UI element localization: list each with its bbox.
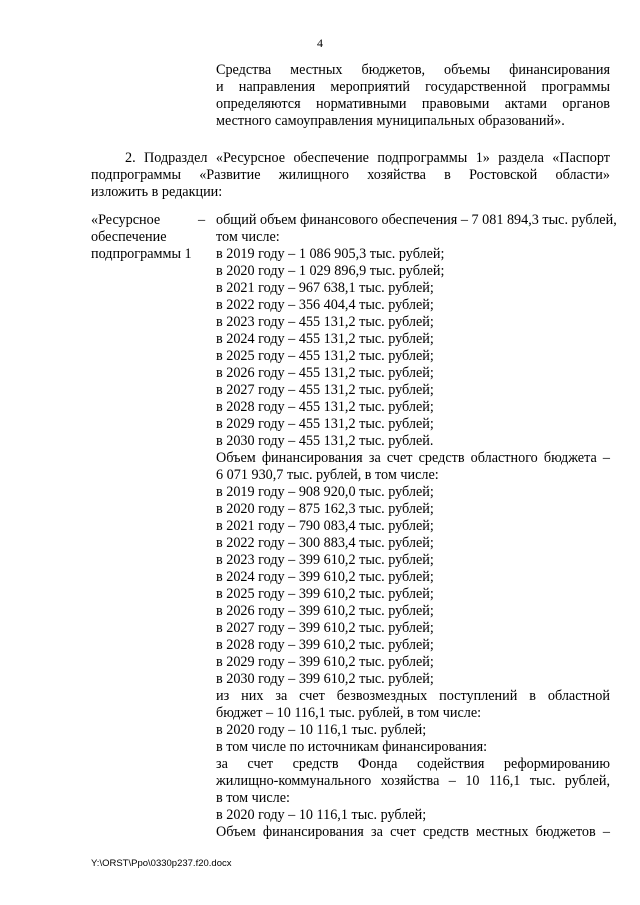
- financing-line: в 2026 году – 455 131,2 тыс. рублей;: [216, 365, 434, 381]
- page-number: 4: [317, 36, 323, 50]
- financing-line: в 2020 году – 10 116,1 тыс. рублей;: [216, 807, 427, 823]
- section-paragraph: [91, 150, 610, 201]
- financing-line: в 2026 году – 399 610,2 тыс. рублей;: [216, 603, 434, 619]
- financing-line: общий объем финансового обеспечения – 7 081 894,3 тыс. рублей,: [216, 212, 617, 228]
- financing-content: [216, 212, 617, 841]
- financing-line: 6 071 930,7 тыс. рублей, в том числе:: [216, 467, 439, 483]
- financing-line: в 2019 году – 908 920,0 тыс. рублей;: [216, 484, 434, 500]
- financing-line: в 2021 году – 790 083,4 тыс. рублей;: [216, 518, 434, 534]
- financing-line: в 2019 году – 1 086 905,3 тыс. рублей;: [216, 246, 445, 262]
- financing-line: в 2027 году – 455 131,2 тыс. рублей;: [216, 382, 434, 398]
- section-line: подпрограммы «Развитие жилищного хозяйства в Ростовской области»: [91, 167, 610, 183]
- file-path-footer: Y:\ORST\Ppo\0330p237.f20.docx: [91, 858, 232, 869]
- financing-line: в 2030 году – 399 610,2 тыс. рублей;: [216, 671, 434, 687]
- financing-line: Объем финансирования за счет средств местных бюджетов –: [216, 824, 610, 840]
- financing-line: в 2020 году – 875 162,3 тыс. рублей;: [216, 501, 434, 517]
- label-line: подпрограммы 1: [91, 246, 192, 262]
- intro-line: и направления мероприятий государственной программы: [216, 79, 610, 95]
- financing-line: в 2020 году – 1 029 896,9 тыс. рублей;: [216, 263, 445, 279]
- financing-line: том числе:: [216, 229, 280, 245]
- intro-line: Средства местных бюджетов, объемы финансирования: [216, 62, 610, 78]
- section-line: 2. Подраздел «Ресурсное обеспечение подпрограммы 1» раздела «Паспорт: [125, 150, 610, 166]
- financing-line: в том числе:: [216, 790, 290, 806]
- financing-line: в 2022 году – 300 883,4 тыс. рублей;: [216, 535, 434, 551]
- financing-line: в 2029 году – 455 131,2 тыс. рублей;: [216, 416, 434, 432]
- resource-label: [91, 212, 203, 263]
- intro-paragraph: [216, 62, 610, 130]
- financing-line: в 2023 году – 399 610,2 тыс. рублей;: [216, 552, 434, 568]
- financing-line: за счет средств Фонда содействия реформированию: [216, 756, 610, 772]
- section-line: изложить в редакции:: [91, 184, 223, 200]
- financing-line: в 2028 году – 455 131,2 тыс. рублей;: [216, 399, 434, 415]
- financing-line: в 2029 году – 399 610,2 тыс. рублей;: [216, 654, 434, 670]
- financing-line: жилищно-коммунального хозяйства – 10 116,1 тыс. рублей,: [216, 773, 610, 789]
- financing-line: в 2030 году – 455 131,2 тыс. рублей.: [216, 433, 434, 449]
- label-dash: –: [198, 212, 206, 228]
- intro-line: местного самоуправления муниципальных образований».: [216, 113, 565, 129]
- label-line: обеспечение: [91, 229, 167, 245]
- financing-line: в 2025 году – 455 131,2 тыс. рублей;: [216, 348, 434, 364]
- label-line: «Ресурсное: [91, 212, 161, 228]
- financing-line: в 2022 году – 356 404,4 тыс. рублей;: [216, 297, 434, 313]
- financing-line: в 2021 году – 967 638,1 тыс. рублей;: [216, 280, 434, 296]
- financing-line: в том числе по источникам финансирования:: [216, 739, 488, 755]
- financing-line: в 2024 году – 455 131,2 тыс. рублей;: [216, 331, 434, 347]
- intro-line: определяются нормативными правовыми актами органов: [216, 96, 610, 112]
- financing-line: из них за счет безвозмездных поступлений в областной: [216, 688, 610, 704]
- financing-line: в 2023 году – 455 131,2 тыс. рублей;: [216, 314, 434, 330]
- financing-line: в 2027 году – 399 610,2 тыс. рублей;: [216, 620, 434, 636]
- financing-line: Объем финансирования за счет средств областного бюджета –: [216, 450, 610, 466]
- financing-line: бюджет – 10 116,1 тыс. рублей, в том числе:: [216, 705, 482, 721]
- financing-line: в 2028 году – 399 610,2 тыс. рублей;: [216, 637, 434, 653]
- financing-line: в 2020 году – 10 116,1 тыс. рублей;: [216, 722, 427, 738]
- financing-line: в 2024 году – 399 610,2 тыс. рублей;: [216, 569, 434, 585]
- financing-line: в 2025 году – 399 610,2 тыс. рублей;: [216, 586, 434, 602]
